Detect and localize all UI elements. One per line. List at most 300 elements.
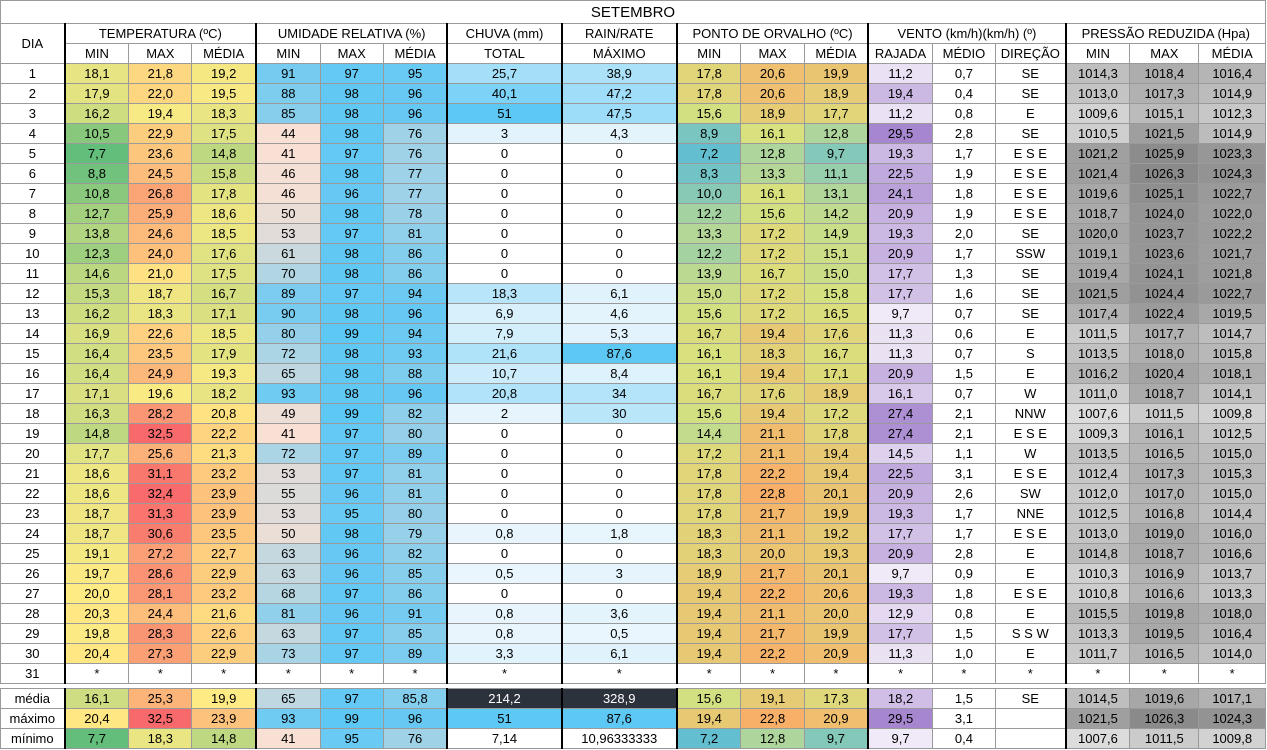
table-cell: 50 xyxy=(256,524,320,544)
table-cell: 19,3 xyxy=(868,584,932,604)
summary-cell: 10,96333333 xyxy=(562,729,677,749)
table-cell: 1,7 xyxy=(932,504,995,524)
table-cell: 20,3 xyxy=(65,604,129,624)
table-cell: * xyxy=(1066,664,1130,684)
table-cell: 17,2 xyxy=(804,404,868,424)
table-row xyxy=(1,664,1266,684)
table-cell: 2 xyxy=(447,404,561,424)
table-cell: 44 xyxy=(256,124,320,144)
table-cell: 1015,8 xyxy=(1199,344,1266,364)
table-label: 2 xyxy=(1,84,65,104)
table-cell: 17,7 xyxy=(868,264,932,284)
table-cell: 18,6 xyxy=(65,464,129,484)
table-cell: 96 xyxy=(320,604,383,624)
table-cell: 0 xyxy=(447,464,561,484)
table-label: 31 xyxy=(1,664,65,684)
table-cell: 27,4 xyxy=(868,424,932,444)
table-cell: 91 xyxy=(256,64,320,84)
table-cell: 93 xyxy=(256,384,320,404)
table-cell: 98 xyxy=(320,104,383,124)
table-cell: 1018,1 xyxy=(1199,364,1266,384)
table-cell: 1014,9 xyxy=(1199,84,1266,104)
table-cell: 0,8 xyxy=(932,604,995,624)
table-cell: 28,2 xyxy=(129,404,192,424)
table-cell: 1013,3 xyxy=(1199,584,1266,604)
table-cell: 1014,4 xyxy=(1199,504,1266,524)
table-cell: 18,3 xyxy=(192,104,256,124)
table-cell: 77 xyxy=(383,164,447,184)
table-cell: 0 xyxy=(447,484,561,504)
table-cell: 20,8 xyxy=(447,384,561,404)
table-cell: 23,5 xyxy=(129,344,192,364)
table-cell: 22,6 xyxy=(192,624,256,644)
table-cell: 1,9 xyxy=(932,204,995,224)
table-cell: 19,9 xyxy=(804,64,868,84)
table-cell: SW xyxy=(995,484,1065,504)
table-cell: 53 xyxy=(256,464,320,484)
table-cell: 19,4 xyxy=(741,364,804,384)
table-cell: 1013,5 xyxy=(1066,344,1130,364)
table-cell: 19,4 xyxy=(129,104,192,124)
table-cell: 19,3 xyxy=(868,144,932,164)
table-cell: 11,3 xyxy=(868,344,932,364)
table-cell: 32,5 xyxy=(129,424,192,444)
table-cell: 10,7 xyxy=(447,364,561,384)
table-cell: 0,7 xyxy=(932,384,995,404)
summary-cell: 95 xyxy=(320,729,383,749)
table-cell: 11,3 xyxy=(868,324,932,344)
table-cell: 1023,3 xyxy=(1199,144,1266,164)
table-cell: 81 xyxy=(383,464,447,484)
table-cell: 24,5 xyxy=(129,164,192,184)
table-cell: 1017,7 xyxy=(1130,324,1199,344)
table-row xyxy=(1,424,1266,444)
table-cell: 80 xyxy=(383,424,447,444)
table-cell: 96 xyxy=(383,104,447,124)
table-cell: 18,7 xyxy=(65,524,129,544)
table-cell: 1019,8 xyxy=(1130,604,1199,624)
summary-cell: 12,8 xyxy=(741,729,804,749)
summary-label: máximo xyxy=(1,709,65,729)
table-cell: 1017,0 xyxy=(1130,484,1199,504)
table-cell: 12,8 xyxy=(804,124,868,144)
table-cell: 24,9 xyxy=(129,364,192,384)
table-cell: 1017,4 xyxy=(1066,304,1130,324)
table-cell: 1010,5 xyxy=(1066,124,1130,144)
table-cell: 15,3 xyxy=(65,284,129,304)
table-cell: 89 xyxy=(256,284,320,304)
summary-cell: 19,4 xyxy=(677,709,741,729)
summary-cell: 1,5 xyxy=(932,689,995,709)
table-cell: * xyxy=(320,664,383,684)
table-title: SETEMBRO xyxy=(1,1,1266,24)
summary-cell: 14,8 xyxy=(192,729,256,749)
table-cell: * xyxy=(1199,664,1266,684)
table-cell: 0 xyxy=(447,544,561,564)
table-cell: 12,2 xyxy=(677,204,741,224)
table-cell: 17,9 xyxy=(192,344,256,364)
table-cell: 0 xyxy=(562,264,677,284)
table-cell: 81 xyxy=(383,224,447,244)
table-cell: 25,7 xyxy=(447,64,561,84)
table-cell: 28,3 xyxy=(129,624,192,644)
table-cell: 1022,7 xyxy=(1199,284,1266,304)
table-cell: 1,3 xyxy=(932,264,995,284)
table-cell: SSW xyxy=(995,244,1065,264)
table-cell: 19,4 xyxy=(677,644,741,664)
summary-cell xyxy=(995,729,1065,749)
table-cell: * xyxy=(562,664,677,684)
table-cell: 85 xyxy=(256,104,320,124)
table-cell: 17,8 xyxy=(677,484,741,504)
table-cell: * xyxy=(129,664,192,684)
table-cell: 0 xyxy=(447,504,561,524)
table-cell: 82 xyxy=(383,404,447,424)
table-cell: 17,8 xyxy=(677,464,741,484)
table-cell: E xyxy=(995,644,1065,664)
table-cell: 98 xyxy=(320,164,383,184)
summary-cell: SE xyxy=(995,689,1065,709)
table-cell: 41 xyxy=(256,144,320,164)
table-row xyxy=(1,244,1266,264)
table-cell: 16,7 xyxy=(677,384,741,404)
summary-cell: 15,6 xyxy=(677,689,741,709)
sub-rain-maximo: MÁXIMO xyxy=(562,44,677,64)
table-cell: 98 xyxy=(320,524,383,544)
table-cell: 1012,5 xyxy=(1199,424,1266,444)
table-cell: 1016,1 xyxy=(1130,424,1199,444)
table-cell: 38,9 xyxy=(562,64,677,84)
header-dia: DIA xyxy=(1,24,65,64)
table-label: 22 xyxy=(1,484,65,504)
table-cell: 1020,0 xyxy=(1066,224,1130,244)
sub-pressao-media: MÉDIA xyxy=(1199,44,1266,64)
sub-pressao-min: MIN xyxy=(1066,44,1130,64)
table-cell: 1,5 xyxy=(932,364,995,384)
table-cell: 6,1 xyxy=(562,644,677,664)
table-cell: 97 xyxy=(320,64,383,84)
table-cell: 13,9 xyxy=(677,264,741,284)
table-cell: 18,5 xyxy=(192,224,256,244)
table-cell: 15,0 xyxy=(804,264,868,284)
table-cell: 1009,3 xyxy=(1066,424,1130,444)
summary-cell: 65 xyxy=(256,689,320,709)
table-cell: 9,7 xyxy=(868,304,932,324)
table-cell: 17,1 xyxy=(65,384,129,404)
header-temperatura: TEMPERATURA (ºC) xyxy=(65,24,256,44)
table-cell: 23,2 xyxy=(192,464,256,484)
table-cell: 0 xyxy=(562,584,677,604)
table-cell: 17,2 xyxy=(741,244,804,264)
table-cell: 8,4 xyxy=(562,364,677,384)
table-cell: 2,1 xyxy=(932,404,995,424)
table-cell: SE xyxy=(995,284,1065,304)
summary-cell: 87,6 xyxy=(562,709,677,729)
table-cell: 29,5 xyxy=(868,124,932,144)
table-cell: 0 xyxy=(447,184,561,204)
table-cell: 1016,4 xyxy=(1199,64,1266,84)
table-cell: 16,5 xyxy=(804,304,868,324)
table-cell: 1018,7 xyxy=(1130,544,1199,564)
summary-cell: 1007,6 xyxy=(1066,729,1130,749)
table-cell: 18,9 xyxy=(804,84,868,104)
table-row xyxy=(1,124,1266,144)
table-cell: 7,7 xyxy=(65,144,129,164)
table-cell: 1022,7 xyxy=(1199,184,1266,204)
table-row xyxy=(1,484,1266,504)
table-cell: 19,2 xyxy=(192,64,256,84)
table-cell: 1023,6 xyxy=(1130,244,1199,264)
summary-cell: 1014,5 xyxy=(1066,689,1130,709)
header-chuva: CHUVA (mm) xyxy=(447,24,561,44)
table-cell: 22,8 xyxy=(741,484,804,504)
daily-rows xyxy=(1,64,1266,684)
table-cell: 1016,6 xyxy=(1130,584,1199,604)
table-label: 26 xyxy=(1,564,65,584)
table-cell: 15,6 xyxy=(741,204,804,224)
table-cell: 7,2 xyxy=(677,144,741,164)
table-cell: 63 xyxy=(256,564,320,584)
table-cell: E S E xyxy=(995,524,1065,544)
table-cell: 20,6 xyxy=(741,64,804,84)
table-cell: 6,1 xyxy=(562,284,677,304)
table-cell: 8,9 xyxy=(677,124,741,144)
table-cell: 94 xyxy=(383,284,447,304)
summary-cell: 19,9 xyxy=(192,689,256,709)
table-cell: S xyxy=(995,344,1065,364)
table-cell: 12,8 xyxy=(741,144,804,164)
table-cell: 20,0 xyxy=(804,604,868,624)
table-cell: 1022,2 xyxy=(1199,224,1266,244)
table-cell: 0,7 xyxy=(932,304,995,324)
table-cell: 14,5 xyxy=(868,444,932,464)
table-cell: 1007,6 xyxy=(1066,404,1130,424)
table-cell: 10,5 xyxy=(65,124,129,144)
summary-cell: 1024,3 xyxy=(1199,709,1266,729)
table-cell: 41 xyxy=(256,424,320,444)
summary-cell: 9,7 xyxy=(804,729,868,749)
table-cell: 47,2 xyxy=(562,84,677,104)
table-cell: 19,4 xyxy=(804,444,868,464)
table-cell: 97 xyxy=(320,424,383,444)
table-cell: 9,7 xyxy=(804,144,868,164)
table-cell: 14,8 xyxy=(65,424,129,444)
table-cell: 18,7 xyxy=(65,504,129,524)
sub-vento-rajada: RAJADA xyxy=(868,44,932,64)
table-cell: 1014,8 xyxy=(1066,544,1130,564)
table-cell: 96 xyxy=(383,384,447,404)
table-cell: 4,6 xyxy=(562,304,677,324)
table-cell: 0 xyxy=(447,264,561,284)
table-cell: 18,3 xyxy=(447,284,561,304)
table-cell: 20,0 xyxy=(741,544,804,564)
summary-cell: 1011,5 xyxy=(1130,729,1199,749)
table-cell: 53 xyxy=(256,224,320,244)
table-cell: 1012,0 xyxy=(1066,484,1130,504)
table-label: 7 xyxy=(1,184,65,204)
table-cell: E xyxy=(995,544,1065,564)
table-cell: 0 xyxy=(447,244,561,264)
table-cell: 19,3 xyxy=(192,364,256,384)
table-label: 13 xyxy=(1,304,65,324)
table-row xyxy=(1,344,1266,364)
table-cell: 24,1 xyxy=(868,184,932,204)
table-label: 21 xyxy=(1,464,65,484)
table-cell: 2,8 xyxy=(932,544,995,564)
table-cell: 18,3 xyxy=(129,304,192,324)
table-cell: 70 xyxy=(256,264,320,284)
table-cell: 21,1 xyxy=(741,604,804,624)
table-cell: 93 xyxy=(383,344,447,364)
table-cell: 1016,9 xyxy=(1130,564,1199,584)
table-cell: SE xyxy=(995,64,1065,84)
table-cell: 20,9 xyxy=(804,644,868,664)
summary-row xyxy=(1,689,1266,709)
summary-cell: 22,8 xyxy=(741,709,804,729)
table-row xyxy=(1,304,1266,324)
table-cell: 99 xyxy=(320,324,383,344)
table-cell: 1020,4 xyxy=(1130,364,1199,384)
table-cell: 13,3 xyxy=(677,224,741,244)
table-cell: 16,1 xyxy=(741,184,804,204)
table-row xyxy=(1,364,1266,384)
sub-umid-min: MIN xyxy=(256,44,320,64)
table-cell: 17,1 xyxy=(804,364,868,384)
table-label: 16 xyxy=(1,364,65,384)
table-cell: 3,6 xyxy=(562,604,677,624)
table-cell: 1011,0 xyxy=(1066,384,1130,404)
table-cell: 22,5 xyxy=(868,464,932,484)
table-cell: 1017,3 xyxy=(1130,84,1199,104)
table-cell: 23,5 xyxy=(192,524,256,544)
table-cell: 18,3 xyxy=(741,344,804,364)
table-cell: 96 xyxy=(320,184,383,204)
table-cell: 88 xyxy=(383,364,447,384)
sub-orvalho-media: MÉDIA xyxy=(804,44,868,64)
table-cell: 1016,5 xyxy=(1130,644,1199,664)
summary-cell: 328,9 xyxy=(562,689,677,709)
table-cell: 1,8 xyxy=(932,184,995,204)
table-label: 12 xyxy=(1,284,65,304)
summary-cell: 19,1 xyxy=(741,689,804,709)
table-cell: 98 xyxy=(320,124,383,144)
table-cell: 1021,7 xyxy=(1199,244,1266,264)
table-cell: 1013,5 xyxy=(1066,444,1130,464)
sub-umid-media: MÉDIA xyxy=(383,44,447,64)
table-cell: 13,8 xyxy=(65,224,129,244)
table-cell: 1024,3 xyxy=(1199,164,1266,184)
table-cell: 0,5 xyxy=(562,624,677,644)
table-row xyxy=(1,164,1266,184)
table-cell: E S E xyxy=(995,464,1065,484)
table-cell: 16,1 xyxy=(677,364,741,384)
table-cell: 17,2 xyxy=(677,444,741,464)
sub-orvalho-min: MIN xyxy=(677,44,741,64)
table-label: 9 xyxy=(1,224,65,244)
table-cell: * xyxy=(383,664,447,684)
table-cell: 1,6 xyxy=(932,284,995,304)
table-cell: 16,3 xyxy=(65,404,129,424)
table-cell: 20,9 xyxy=(868,204,932,224)
table-cell: 28,1 xyxy=(129,584,192,604)
table-cell: 0 xyxy=(562,164,677,184)
table-cell: 18,3 xyxy=(677,544,741,564)
table-row xyxy=(1,404,1266,424)
table-cell: 96 xyxy=(383,84,447,104)
table-cell: * xyxy=(741,664,804,684)
table-cell: 47,5 xyxy=(562,104,677,124)
table-cell: 1013,3 xyxy=(1066,624,1130,644)
table-cell: 19,5 xyxy=(192,84,256,104)
table-cell: 22,2 xyxy=(192,424,256,444)
table-cell: 1012,4 xyxy=(1066,464,1130,484)
table-row xyxy=(1,524,1266,544)
table-cell: 11,1 xyxy=(804,164,868,184)
table-cell: 77 xyxy=(383,184,447,204)
table-row xyxy=(1,624,1266,644)
table-cell: 1,0 xyxy=(932,644,995,664)
table-cell: 80 xyxy=(383,504,447,524)
table-cell: 0 xyxy=(562,144,677,164)
table-label: 1 xyxy=(1,64,65,84)
table-cell: 19,8 xyxy=(65,624,129,644)
sub-temp-max: MAX xyxy=(129,44,192,64)
table-cell: 1021,8 xyxy=(1199,264,1266,284)
table-cell: 19,4 xyxy=(804,464,868,484)
table-cell: 1,9 xyxy=(932,164,995,184)
table-cell: 31,3 xyxy=(129,504,192,524)
table-cell: 17,9 xyxy=(65,84,129,104)
table-cell: 26,8 xyxy=(129,184,192,204)
table-cell: 16,1 xyxy=(741,124,804,144)
table-cell: 19,6 xyxy=(129,384,192,404)
table-cell: 1025,9 xyxy=(1130,144,1199,164)
table-cell: 21,1 xyxy=(741,444,804,464)
table-cell: 1015,0 xyxy=(1199,444,1266,464)
table-cell: 12,3 xyxy=(65,244,129,264)
table-cell: 22,2 xyxy=(741,644,804,664)
table-cell: 17,7 xyxy=(65,444,129,464)
summary-cell: 32,5 xyxy=(129,709,192,729)
table-cell: 17,8 xyxy=(677,84,741,104)
table-cell: 20,4 xyxy=(65,644,129,664)
table-cell: 86 xyxy=(383,264,447,284)
table-cell: 17,2 xyxy=(741,304,804,324)
table-cell: 0 xyxy=(562,444,677,464)
table-cell: * xyxy=(447,664,561,684)
table-cell: 17,8 xyxy=(804,424,868,444)
table-cell: 0 xyxy=(447,424,561,444)
table-row xyxy=(1,464,1266,484)
table-cell: 1009,6 xyxy=(1066,104,1130,124)
table-cell: 31,1 xyxy=(129,464,192,484)
table-row xyxy=(1,644,1266,664)
table-cell: 1019,0 xyxy=(1130,524,1199,544)
summary-cell: 1019,6 xyxy=(1130,689,1199,709)
table-cell: 98 xyxy=(320,384,383,404)
table-cell: 20,1 xyxy=(804,564,868,584)
table-row xyxy=(1,144,1266,164)
table-cell: 68 xyxy=(256,584,320,604)
table-cell: 11,2 xyxy=(868,64,932,84)
table-cell: 1011,5 xyxy=(1066,324,1130,344)
table-cell: 18,7 xyxy=(129,284,192,304)
table-cell: 1,7 xyxy=(932,244,995,264)
table-cell: 19,4 xyxy=(741,324,804,344)
table-row xyxy=(1,444,1266,464)
table-cell: 19,3 xyxy=(868,504,932,524)
table-cell: 17,8 xyxy=(677,64,741,84)
